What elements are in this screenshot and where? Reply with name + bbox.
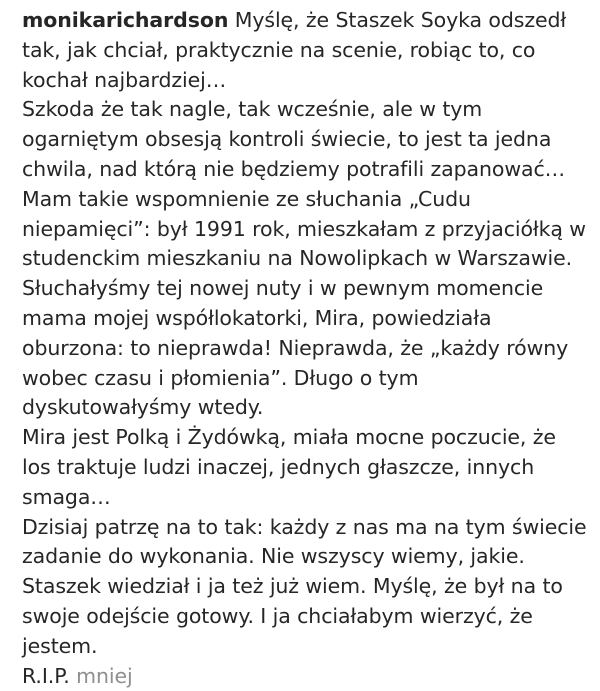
caption-line: Szkoda że tak nagle, tak wcześnie, ale w tym — [22, 97, 483, 122]
caption-line: Słuchałyśmy tej nowej nuty i w pewnym momencie — [22, 276, 544, 301]
caption-line: los traktuje ludzi inaczej, jednych głaszcze, innych — [22, 454, 535, 479]
caption-text: R.I.P. — [22, 663, 77, 688]
caption-line: ogarniętym obsesją kontroli świecie, to jest ta jedna — [22, 127, 552, 152]
caption-line: Mam takie wspomnienie ze słuchania „Cudu — [22, 186, 471, 211]
caption-line: niepamięci”: był 1991 rok, mieszkałam z przyjaciółką w — [22, 216, 586, 241]
caption-line: dyskutowałyśmy wtedy. — [22, 395, 264, 420]
caption-line: kochał najbardziej… — [22, 67, 227, 92]
caption-line: Mira jest Polką i Żydówką, miała mocne poczucie, że — [22, 425, 556, 450]
caption-line — [22, 6, 592, 36]
caption-line: zadanie do wykonania. Nie wszyscy wiemy, jakie. — [22, 544, 525, 569]
caption-line — [22, 662, 592, 691]
username-link[interactable]: monikarichardson — [22, 8, 229, 32]
caption-line: wobec czasu i płomienia”. Długo o tym — [22, 365, 419, 390]
caption-line: jestem. — [22, 633, 98, 658]
caption-line: oburzona: to nieprawda! Nieprawda, że „każdy równy — [22, 335, 569, 360]
caption-line: Dzisiaj patrzę na to tak: każdy z nas ma na tym świecie — [22, 514, 587, 539]
caption-line: swoje odejście gotowy. I ja chciałabym wierzyć, że — [22, 603, 533, 628]
caption-text: Myślę, że Staszek Soyka odszedł — [228, 8, 567, 32]
show-less-link[interactable]: mniej — [76, 663, 133, 688]
caption-line: mama mojej współlokatorki, Mira, powiedziała — [22, 305, 492, 330]
caption-line: studenckim mieszkaniu na Nowolipkach w Warszawie. — [22, 246, 573, 271]
caption-line: smaga… — [22, 484, 111, 509]
post-caption — [22, 6, 592, 691]
caption-line: Staszek wiedział i ja też już wiem. Myślę, że był na to — [22, 574, 563, 599]
caption-line: chwila, nad którą nie będziemy potrafili zapanować… — [22, 156, 566, 181]
caption-line: tak, jak chciał, praktycznie na scenie, robiąc to, co — [22, 37, 536, 62]
